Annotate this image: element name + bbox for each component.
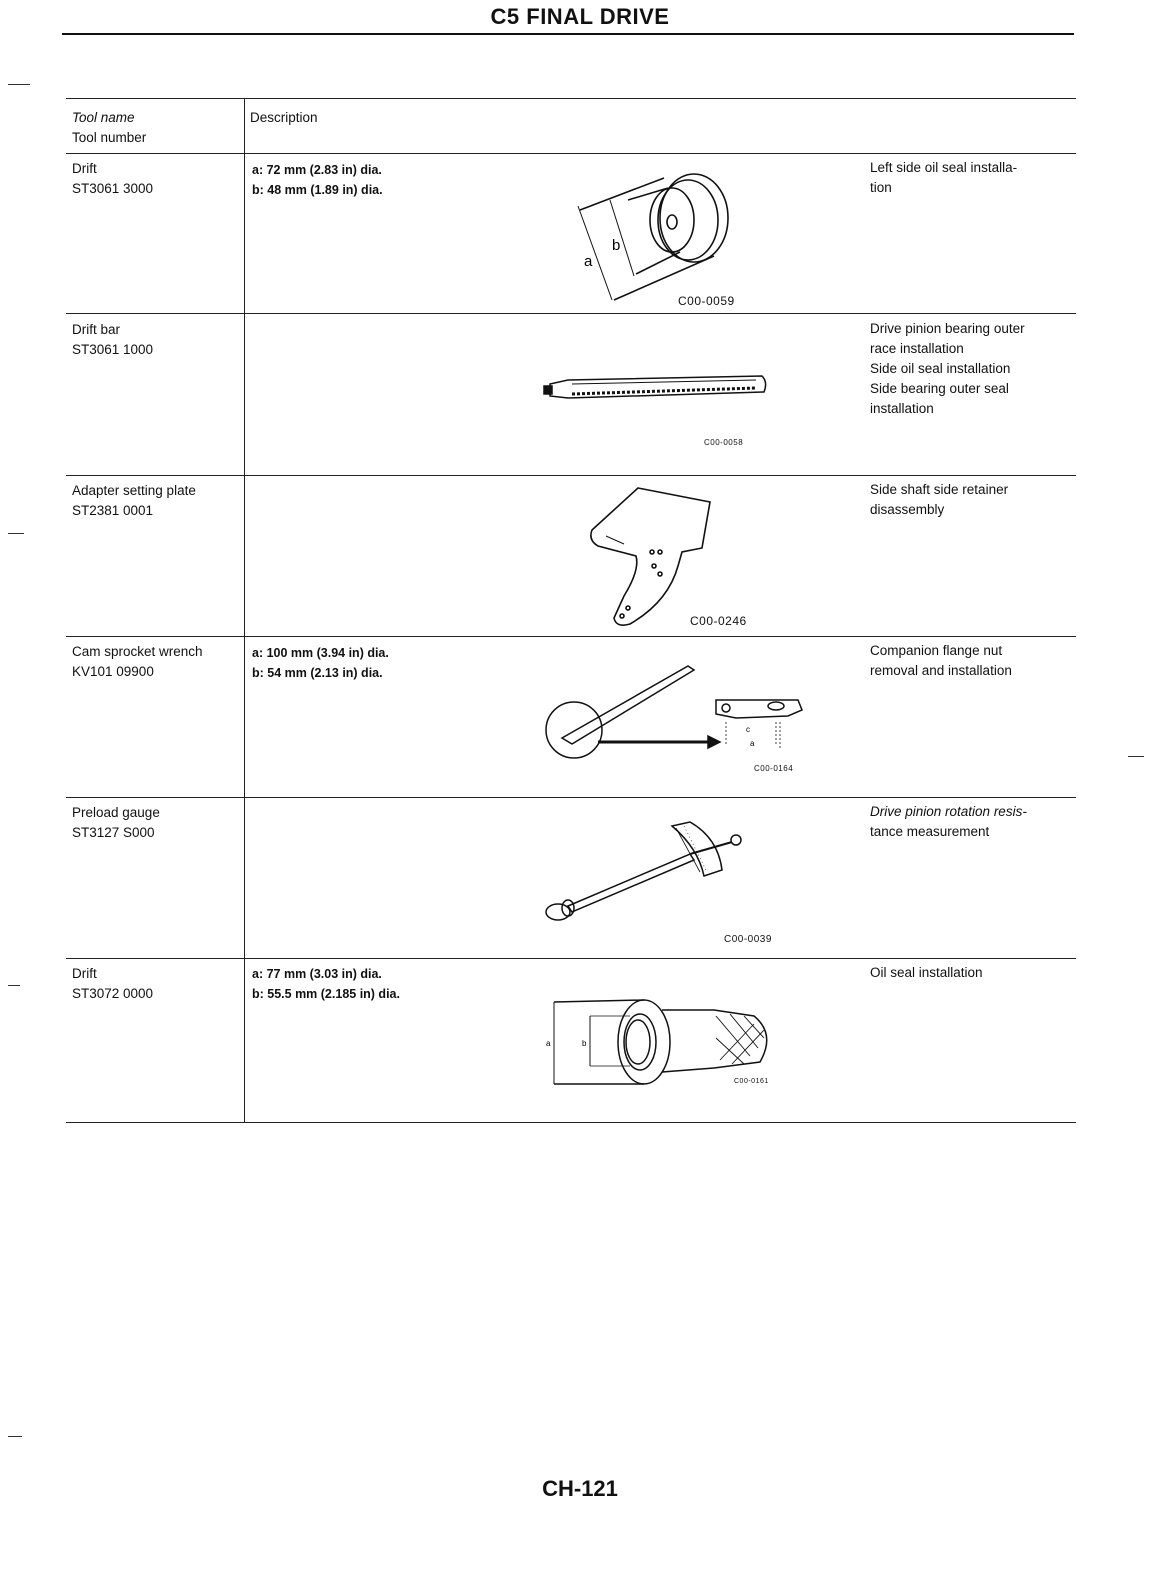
use-line: removal and installation	[870, 663, 1012, 678]
dimension-a-label: a	[584, 253, 593, 270]
use-line: disassembly	[870, 502, 945, 517]
table-row-desc	[252, 964, 512, 1004]
preload-gauge-illustration	[540, 818, 760, 928]
row-rule	[66, 313, 1076, 314]
page-title: C5 FINAL DRIVE	[490, 4, 670, 29]
margin-mark	[8, 1436, 22, 1437]
margin-mark	[1128, 756, 1144, 757]
cam-sprocket-wrench-illustration	[538, 658, 808, 768]
margin-mark	[8, 533, 24, 534]
table-row-name	[72, 320, 240, 360]
tool-number: ST3072 0000	[72, 986, 154, 1001]
adapter-plate-illustration	[584, 482, 724, 632]
table-bottom-rule	[66, 1122, 1076, 1123]
table-row-name	[72, 642, 240, 682]
table-row-use	[870, 641, 1070, 681]
table-row-use	[870, 802, 1070, 842]
table-row-use	[870, 963, 1070, 983]
use-line: Side oil seal installation	[870, 361, 1011, 376]
margin-mark	[8, 985, 20, 986]
dimension-b: b: 54 mm (2.13 in) dia.	[252, 666, 383, 680]
tool-number: KV101 09900	[72, 664, 154, 679]
header-tool-number-label: Tool number	[72, 130, 147, 145]
tool-name: Preload gauge	[72, 805, 160, 820]
header-rule	[66, 153, 1076, 154]
use-line: Left side oil seal installa-	[870, 160, 1018, 175]
table-row-use	[870, 158, 1070, 198]
use-line: race installation	[870, 341, 964, 356]
use-line: Oil seal installation	[870, 965, 983, 980]
use-line: Companion flange nut	[870, 643, 1003, 658]
tool-name: Drift	[72, 161, 97, 176]
dimension-a: a: 100 mm (3.94 in) dia.	[252, 646, 389, 660]
row-rule	[66, 636, 1076, 637]
dimension-b-label: b	[612, 237, 621, 254]
table-row-use	[870, 319, 1070, 419]
dimension-b-label: b	[582, 1039, 587, 1048]
dimension-b: b: 55.5 mm (2.185 in) dia.	[252, 987, 400, 1001]
table-row-desc	[252, 160, 512, 200]
tool-number: ST3127 S000	[72, 825, 155, 840]
tool-number: ST3061 3000	[72, 181, 154, 196]
row-rule	[66, 797, 1076, 798]
header-tool-name	[72, 108, 240, 148]
use-line: Drive pinion bearing outer	[870, 321, 1025, 336]
use-line: Side shaft side retainer	[870, 482, 1009, 497]
table-row-name	[72, 803, 240, 843]
table-row-name	[72, 159, 240, 199]
figure-code: C00-0164	[754, 764, 794, 773]
tool-name: Drift bar	[72, 322, 121, 337]
tool-number: ST3061 1000	[72, 342, 154, 357]
table-row-name	[72, 964, 240, 1004]
dimension-a: a: 77 mm (3.03 in) dia.	[252, 967, 382, 981]
tool-name: Drift	[72, 966, 97, 981]
use-line: tance measurement	[870, 824, 990, 839]
drift-bar-illustration	[542, 370, 772, 410]
figure-code: C00-0059	[678, 294, 735, 308]
dimension-b: b: 48 mm (1.89 in) dia.	[252, 183, 383, 197]
column-divider	[244, 98, 245, 1122]
use-line: Side bearing outer seal	[870, 381, 1009, 396]
row-rule	[66, 475, 1076, 476]
header-description: Description	[250, 110, 318, 125]
figure-code: C00-0058	[704, 438, 744, 447]
table-row-desc	[252, 643, 512, 683]
tool-name: Cam sprocket wrench	[72, 644, 203, 659]
table-top-rule	[66, 98, 1076, 99]
figure-code: C00-0161	[734, 1078, 769, 1085]
table-row-use	[870, 480, 1070, 520]
figure-code: C00-0246	[690, 614, 747, 628]
use-line: installation	[870, 401, 934, 416]
use-line: Drive pinion rotation resis-	[870, 804, 1027, 819]
drift-illustration	[564, 160, 754, 310]
header-tool-name-label: Tool name	[72, 110, 135, 125]
margin-mark	[8, 84, 30, 85]
dimension-a-label: a	[546, 1039, 551, 1048]
figure-code: C00-0039	[724, 934, 772, 945]
tool-name: Adapter setting plate	[72, 483, 196, 498]
title-rule	[62, 33, 1074, 35]
use-line: tion	[870, 180, 892, 195]
page-number: CH-121	[542, 1476, 618, 1501]
dimension-label: c	[746, 725, 750, 734]
dimension-a: a: 72 mm (2.83 in) dia.	[252, 163, 382, 177]
tool-number: ST2381 0001	[72, 503, 154, 518]
dimension-label: a	[750, 739, 755, 748]
table-row-name	[72, 481, 240, 521]
row-rule	[66, 958, 1076, 959]
